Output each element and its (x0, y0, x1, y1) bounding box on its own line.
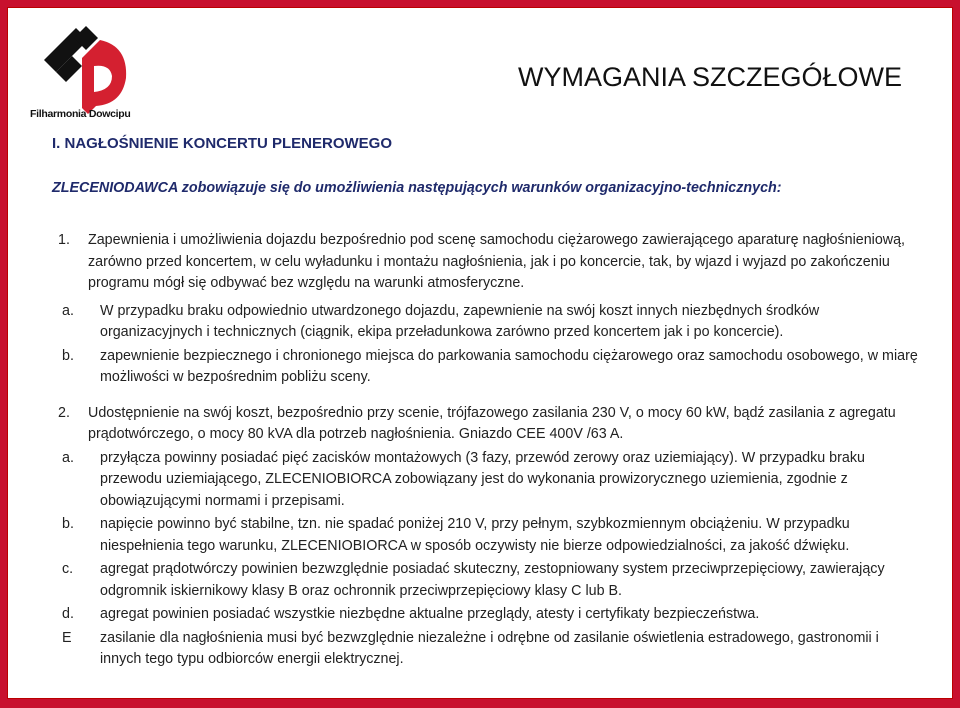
subitem-letter: a. (62, 449, 74, 466)
subitem-text: zasilanie dla nagłośnienia musi być bezwzględnie niezależne i odrębne od zasilanie oświetlenia estradowego, gastronomii i innych tego typu odbiorców energii elektrycznej. (100, 629, 879, 667)
requirement-subitem (52, 559, 922, 602)
subitem-text: agregat prądotwórczy powinien bezwzględnie posiadać skuteczny, zestopniowany system przeciwprzepięciowy, zawierający odgromnik iskiernikowy klasy B oraz ochronnik przeciwprzepięciowy klasy C lub B. (100, 561, 885, 599)
logo-caption: Filharmonia Dowcipu (30, 108, 131, 120)
subitem-text: W przypadku braku odpowiednio utwardzonego dojazdu, zapewnienie na swój koszt innych niezbędnych środków organizacyjnych i technicznych (ciągnik, ekipa przeładunkowa zarówno przed koncertem jak i po koncercie). (100, 302, 820, 340)
document-page (8, 8, 952, 698)
subitem-text: napięcie powinno być stabilne, tzn. nie spadać poniżej 210 V, przy pełnym, szybkozmiennym obciążeniu. W przypadku niespełnienia tego warunku, ZLECENIOBIORCA w sposób oczywisty nie bierze odpowiedzialności, za jakość dźwięku. (100, 516, 850, 554)
requirement-subitem (52, 604, 922, 626)
requirement-item-2 (52, 403, 922, 446)
subitem-letter: c. (62, 561, 74, 577)
subitem-letter: E (62, 629, 72, 646)
item-number: 1. (58, 232, 70, 248)
requirements-list (52, 230, 922, 671)
subitem-letter: b. (62, 347, 74, 364)
subitem-letter: b. (62, 516, 74, 532)
subitem-text: agregat powinien posiadać wszystkie niezbędne aktualne przeglądy, atesty i certyfikaty bezpieczeństwa. (100, 606, 760, 622)
item-number: 2. (58, 404, 70, 421)
section-heading: I. NAGŁOŚNIENIE KONCERTU PLENEROWEGO (52, 135, 393, 152)
requirement-subitem (52, 514, 922, 557)
requirement-item-1 (52, 230, 922, 295)
page-title: WYMAGANIA SZCZEGÓŁOWE (518, 62, 903, 92)
requirement-subitem (52, 628, 922, 671)
subitem-text: przyłącza powinny posiadać pięć zacisków montażowych (3 fazy, przewód zerowy oraz uziemiający). W przypadku braku przewodu uziemiającego, ZLECENIOBIORCA zobowiązany jest do wykonania prowizorycznego uziemienia, zgodnie z obowiązującymi normami i przepisami. (100, 449, 865, 509)
subitem-text: zapewnienie bezpiecznego i chronionego miejsca do parkowania samochodu ciężarowego oraz samochodu osobowego, w miarę możliwości w bezpośrednim pobliżu sceny. (100, 347, 918, 385)
item-text: Udostępnienie na swój koszt, bezpośrednio przy scenie, trójfazowego zasilania 230 V, o mocy 60 kW, bądź zasilania z agregatu prądotwórczego, o mocy 80 kVA dla potrzeb nagłośnienia. Gniazdo CEE 400V /63 A. (88, 404, 896, 442)
requirement-subitem (52, 346, 922, 389)
requirement-subitem (52, 448, 922, 513)
requirement-subitem (52, 301, 922, 344)
subitem-letter: a. (62, 302, 74, 319)
item-text: Zapewnienia i umożliwienia dojazdu bezpośrednio pod scenę samochodu ciężarowego zawierającego aparaturę nagłośnieniową, zarówno przed koncertem, w celu wyładunku i montażu nagłośnienia, jak i po koncercie, tak, by wjazd i wyjazd po zakończeniu programu mógł się odbywać bez względu na warunki atmosferyczne. (88, 232, 906, 291)
subitem-letter: d. (62, 606, 74, 622)
section-intro: ZLECENIODAWCA zobowiązuje się do umożliwienia następujących warunków organizacyjno-technicznych: (52, 180, 782, 196)
